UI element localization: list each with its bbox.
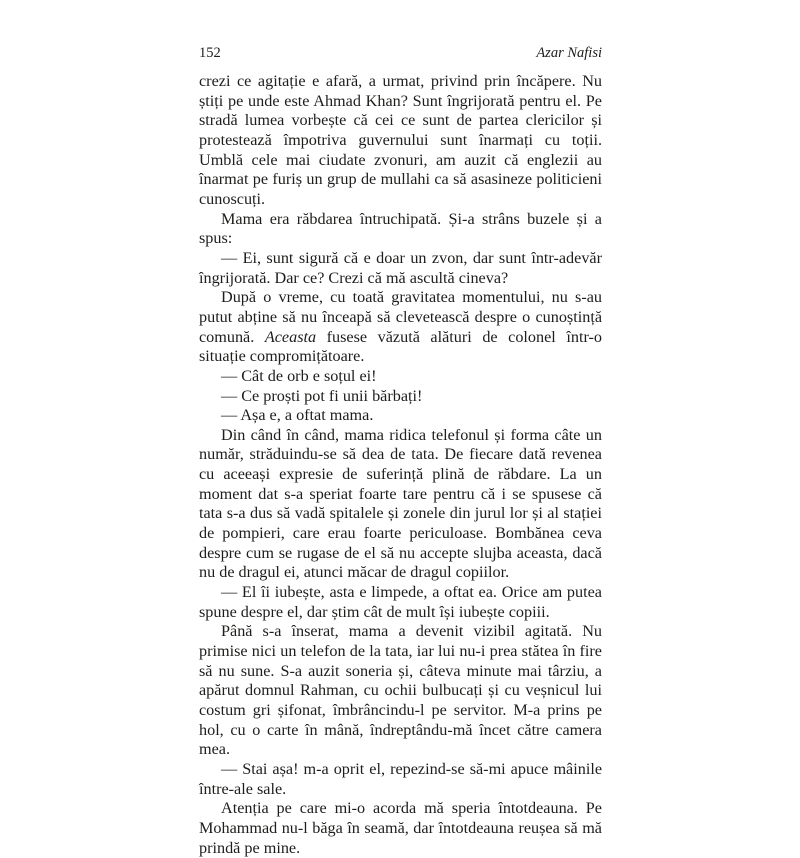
paragraph: Atenția pe care mi-o acorda mă speria întotdeauna. Pe Mohammad nu-l băga în seamă, dar întotdeauna reușea să mă prindă pe mine. xyxy=(199,799,602,857)
dialogue-paragraph: — Cât de orb e soțul ei! xyxy=(221,366,377,385)
paragraph: Până s-a înserat, mama a devenit vizibil agitată. Nu primise nici un telefon de la tata, iar lui nu-i prea stătea în fire să nu sune. S-a auzit soneria și, câteva minute mai târziu, a apărut domnul Rahman, cu ochii bulbucați și cu veșnicul lui costum gri șifonat, îmbrâncindu-l pe servitor. M-a prins pe hol, cu o carte în mână, îndreptându-mă încet către camera mea. xyxy=(199,622,602,759)
paragraph: Mama era răbdarea întruchipată. Și-a strâns buzele și a spus: xyxy=(199,209,602,248)
paragraph: Din când în când, mama ridica telefonul și forma câte un număr, străduindu-se să dea de tata. De fiecare dată revenea cu aceeași expresie de suferință plină de răbdare. La un moment dat s-a speriat foarte tare pentru că i se spusese că tata s-a dus să vadă spitalele și zonele din jurul lor și al stației de pompieri, care erau foarte periculoase. Bombănea ceva despre cum se rugase de el să nu accepte slujba aceasta, dacă nu de dragul ei, atunci măcar de dragul copiilor. xyxy=(199,425,602,582)
paragraph xyxy=(199,288,602,367)
paragraph: crezi ce agitație e afară, a urmat, privind prin încăpere. Nu știți pe unde este Ahmad Khan? Sunt îngrijorată pentru el. Pe stradă lumea vorbește că cei ce sunt de partea clericilor și protestează împotriva guvernului sunt înarmați cu toții. Umblă cele mai ciudate zvonuri, am auzit că englezii au înarmat pe furiș un grup de mullahi ca să asasineze politicieni cunoscuți. xyxy=(199,72,602,208)
author-name: Azar Nafisi xyxy=(536,45,602,61)
book-page xyxy=(199,0,602,857)
dialogue-paragraph: — El îi iubește, asta e limpede, a oftat ea. Orice am putea spune despre el, dar știm cât de mult își iubește copiii. xyxy=(199,583,602,621)
dialogue-paragraph: — Stai așa! m-a oprit el, repezind-se să-mi apuce mâinile între-ale sale. xyxy=(199,759,602,798)
dialogue-paragraph: — Așa e, a oftat mama. xyxy=(221,406,374,425)
running-head xyxy=(199,45,602,65)
page-number: 152 xyxy=(199,45,221,61)
body-text xyxy=(199,72,602,858)
dialogue-paragraph: — Ei, sunt sigură că e doar un zvon, dar sunt într-adevăr îngrijorată. Dar ce? Crezi că mă ascultă cineva? xyxy=(199,248,602,287)
dialogue-paragraph: — Ce proști pot fi unii bărbați! xyxy=(221,386,423,405)
text-span: După o vreme, cu toată gravitatea momentului, nu s-au putut abține să nu înceapă să clevetească despre o cunoștință comună. xyxy=(199,288,602,346)
emphasis-text: Aceasta xyxy=(264,327,317,346)
text-span: fusese văzută alături de colonel într-o situație compromițătoare. xyxy=(199,327,602,366)
